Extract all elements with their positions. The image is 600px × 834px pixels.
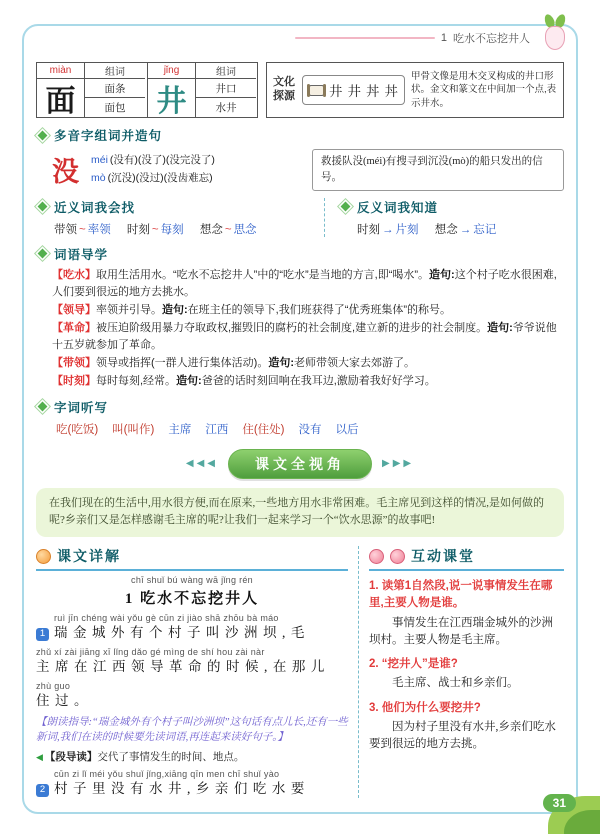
word-b: 忘记 <box>473 223 497 236</box>
word-b: 每刻 <box>160 223 184 236</box>
word-a: 时刻 <box>357 223 380 236</box>
word-b: 率领 <box>87 223 111 236</box>
term: 【革命】 <box>52 321 96 334</box>
banner-title: 课文全视角 <box>228 449 372 479</box>
dictation-word: 住(住处) <box>242 423 285 436</box>
definition: 率领并引导。 <box>96 303 162 316</box>
paragraph-marker: 2 <box>36 784 49 797</box>
term: 【吃水】 <box>52 268 96 281</box>
lesson-intro-box: 在我们现在的生活中,用水很方便,而在原来,一些地方用水非常困难。毛主席见到这样的情况,是如何做的呢?乡亲们又是怎样感谢毛主席的呢?让我们一起来学习一个“饮水思源”的故事吧! <box>36 488 564 537</box>
dictation-word: 以后 <box>335 423 359 436</box>
text-line-content: 主席在江西领导革命的时候,在那儿 <box>36 659 330 675</box>
text-detail-column <box>36 546 358 798</box>
term: 【领导】 <box>52 303 96 316</box>
tilde-separator: ~ <box>224 223 232 236</box>
synonym-pair <box>127 224 184 236</box>
paragraph-guide-label: 【段导读】 <box>44 751 98 764</box>
group-word: 面包 <box>104 102 126 114</box>
polyphone-character: 没 <box>52 157 79 188</box>
character-table <box>36 62 258 118</box>
mascot-icon <box>390 549 405 564</box>
oracle-glyph: 丼 <box>384 84 398 99</box>
reading-pinyin: méi <box>91 154 108 167</box>
section-title: 字词听写 <box>54 400 109 415</box>
section-dictation-title <box>36 398 564 416</box>
section-polyphone-title <box>36 126 564 144</box>
example-sentence: 爸爸的话时刻回响在我耳边,激励着我好好学习。 <box>201 374 436 387</box>
char-card-mian <box>37 63 147 117</box>
arrow-separator: → <box>459 223 472 236</box>
example-sentence: 老师带领大家去郊游了。 <box>294 356 415 369</box>
text-line <box>36 658 348 676</box>
section-bullet-icon <box>38 202 48 212</box>
group-words-label: 组词 <box>196 63 256 79</box>
pinyin-line: cūn zi lǐ méi yǒu shuǐ jǐng,xiāng qīn men chī shuǐ yào <box>54 769 280 780</box>
oracle-glyph: 丼 <box>366 84 380 99</box>
char-pinyin: jǐng <box>148 63 196 79</box>
reading-guidance-note: 【朗读指导:“瑞金城外有个村子叫沙洲坝”这句话有点儿长,还有一些新词,我们在读的时候要先读词语,再连起来读好句子。】 <box>36 716 348 744</box>
text-line <box>36 624 348 642</box>
big-character: 井 <box>148 79 196 117</box>
pinyin-line: zhù guo <box>36 681 71 692</box>
culture-label-line1: 文化 <box>273 76 295 89</box>
oracle-glyph: 井 <box>347 84 361 99</box>
polyphone-readings <box>91 152 215 187</box>
mascot-icon <box>36 549 51 564</box>
dictation-word: 叫(叫作) <box>112 423 155 436</box>
lesson-text-title: 1 吃水不忘挖井人 <box>124 591 260 608</box>
section-bullet-icon <box>341 202 351 212</box>
mascot-radish-icon <box>542 14 568 50</box>
example-sentence: 在班主任的领导下,我们班获得了“优秀班集体”的称号。 <box>187 303 452 316</box>
word-guide-entry <box>52 320 564 354</box>
group-word: 面条 <box>85 79 145 98</box>
group-words-label: 组词 <box>85 63 145 79</box>
synonym-pairs <box>54 221 324 237</box>
page-content <box>36 62 564 798</box>
example-sentence: 这个村子吃水很困难,人们要到很远的地方去挑水。 <box>52 268 557 298</box>
char-card-jing <box>147 63 257 117</box>
polyphone-reading-1 <box>91 152 215 169</box>
header-lesson-title: 吃水不忘挖井人 <box>453 33 530 45</box>
text-line <box>36 780 348 798</box>
column-title: 课文详解 <box>57 548 121 565</box>
section-title: 多音字组词并造句 <box>54 129 163 143</box>
synonym-antonym-row <box>36 198 564 237</box>
word-guide-entries <box>52 267 564 390</box>
interactive-header <box>369 546 564 571</box>
sentence-label: 造句: <box>162 303 188 316</box>
section-word-guide-title <box>36 245 564 263</box>
culture-label-line2: 探源 <box>273 90 295 102</box>
section-title: 近义词我会找 <box>54 200 136 215</box>
header-lesson-number: 1 <box>440 32 447 44</box>
scroll-icon <box>309 85 324 96</box>
page-header <box>295 30 530 46</box>
paragraph-guide-arrow-icon: ◀ <box>36 752 43 763</box>
top-row <box>36 62 564 118</box>
text-line-content: 村子里没有水井,乡亲们吃水要 <box>54 781 310 797</box>
left-arrows-icon: ◀◀◀ <box>185 458 218 470</box>
question-2: 2. “挖井人”是谁? <box>369 658 458 671</box>
question-3: 3. 他们为什么要挖井? <box>369 701 481 714</box>
lower-columns <box>36 546 564 798</box>
paragraph-marker: 1 <box>36 628 49 641</box>
sentence-label: 造句: <box>176 374 202 387</box>
word-a: 想念 <box>434 223 458 236</box>
definition: 被压迫阶级用暴力夺取政权,摧毁旧的腐朽的社会制度,建立新的进步的社会制度。 <box>96 321 488 334</box>
word-guide-entry <box>52 267 564 301</box>
interactive-classroom-column <box>358 546 564 798</box>
antonyms-block <box>324 198 564 237</box>
pinyin-line: zhǔ xí zài jiāng xī lǐng dǎo gé mìng de shí hou zài nàr <box>36 647 265 658</box>
oracle-glyph: 井 <box>329 84 343 99</box>
word-a: 想念 <box>199 223 223 236</box>
question-1: 1. 读第1自然段,说一说事情发生在哪里,主要人物是谁。 <box>369 580 553 610</box>
paragraph-guide-text: 交代了事情发生的时间、地点。 <box>97 751 245 764</box>
right-arrows-icon: ▶▶▶ <box>382 458 415 470</box>
mascot-icon <box>369 549 384 564</box>
tilde-separator: ~ <box>151 223 159 236</box>
answer-1: 事情发生在江西瑞金城外的沙洲坝村。主要人物是毛主席。 <box>369 616 553 646</box>
example-sentence-box: 救援队没(méi)有搜寻到沉没(mò)的船只发出的信号。 <box>312 149 564 191</box>
mascot-body <box>545 26 565 50</box>
page-number-badge: 31 <box>543 794 576 812</box>
sentence-label: 造句: <box>268 356 294 369</box>
section-synonyms-title <box>36 198 324 216</box>
definition: 每时每刻,经常。 <box>96 374 177 387</box>
culture-origin-label <box>272 76 296 104</box>
sentence-label: 造句: <box>487 321 513 334</box>
big-character: 面 <box>37 79 85 117</box>
answer-3: 因为村子里没有水井,乡亲们吃水要到很远的地方去挑。 <box>369 720 556 751</box>
dictation-word: 吃(吃饭) <box>56 423 99 436</box>
dictation-word: 江西 <box>205 423 229 436</box>
word-a: 时刻 <box>126 223 150 236</box>
full-view-banner <box>36 449 564 479</box>
group-word: 井口 <box>196 79 256 98</box>
antonym-pairs <box>357 221 564 237</box>
polyphone-reading-2 <box>91 170 215 187</box>
synonym-pair <box>54 224 111 236</box>
oracle-glyph-box <box>302 75 405 105</box>
arrow-separator: → <box>382 223 394 236</box>
definition: 领导或指挥(一群人进行集体活动)。 <box>96 356 269 369</box>
term: 【带领】 <box>52 356 96 369</box>
pinyin-line: ruì jīn chéng wài yǒu gè cūn zi jiào shā zhōu bà máo <box>54 613 279 624</box>
dictation-word: 没有 <box>298 423 322 436</box>
polyphone-body <box>52 149 564 191</box>
sentence-label: 造句: <box>429 268 455 281</box>
title-pinyin: chī shuǐ bú wàng wā jǐng rén <box>131 575 253 586</box>
dictation-word: 主席 <box>168 423 192 436</box>
word-a: 带领 <box>54 223 77 236</box>
antonym-pair <box>357 224 419 236</box>
section-bullet-icon <box>38 249 48 259</box>
word-b: 片刻 <box>395 223 419 236</box>
example-sentence: 爷爷说他十五岁就参加了革命。 <box>52 321 557 351</box>
section-bullet-icon <box>38 130 48 140</box>
section-antonyms-title <box>339 198 564 216</box>
culture-origin-text: 甲骨文像是用木交叉构成的井口形状。金文和篆文在中间加一个点,表示井水。 <box>411 71 557 109</box>
reading-words: (没有)(没了)(没完没了) <box>109 154 215 167</box>
char-pinyin: miàn <box>37 63 85 79</box>
dictation-words <box>56 421 564 437</box>
culture-origin-box <box>266 62 564 118</box>
synonyms-block <box>36 198 324 237</box>
word-guide-entry <box>52 373 564 390</box>
header-rule <box>295 37 435 39</box>
text-line <box>36 692 348 710</box>
section-title: 词语导学 <box>54 247 109 262</box>
word-guide-entry <box>52 355 564 372</box>
section-title: 反义词我知道 <box>357 200 439 215</box>
answer-2: 毛主席、战士和乡亲们。 <box>392 677 519 690</box>
text-line-content: 住过。 <box>36 693 93 709</box>
reading-pinyin: mò <box>91 171 106 184</box>
section-bullet-icon <box>38 402 48 412</box>
text-detail-header <box>36 546 348 571</box>
synonym-pair <box>200 224 257 236</box>
text-line-content: 瑞金城外有个村子叫沙洲坝,毛 <box>54 625 310 641</box>
group-word: 水井 <box>215 102 237 114</box>
antonym-pair <box>435 224 497 236</box>
reading-words: (沉没)(没过)(没齿难忘) <box>107 171 213 184</box>
definition: 取用生活用水。“吃水不忘挖井人”中的“吃水”是当地的方言,即“喝水”。 <box>96 268 430 281</box>
word-guide-entry <box>52 302 564 319</box>
paragraph-guide <box>36 749 348 764</box>
term: 【时刻】 <box>52 374 96 387</box>
word-b: 思念 <box>233 223 257 236</box>
tilde-separator: ~ <box>79 223 86 236</box>
column-title: 互动课堂 <box>411 548 475 565</box>
